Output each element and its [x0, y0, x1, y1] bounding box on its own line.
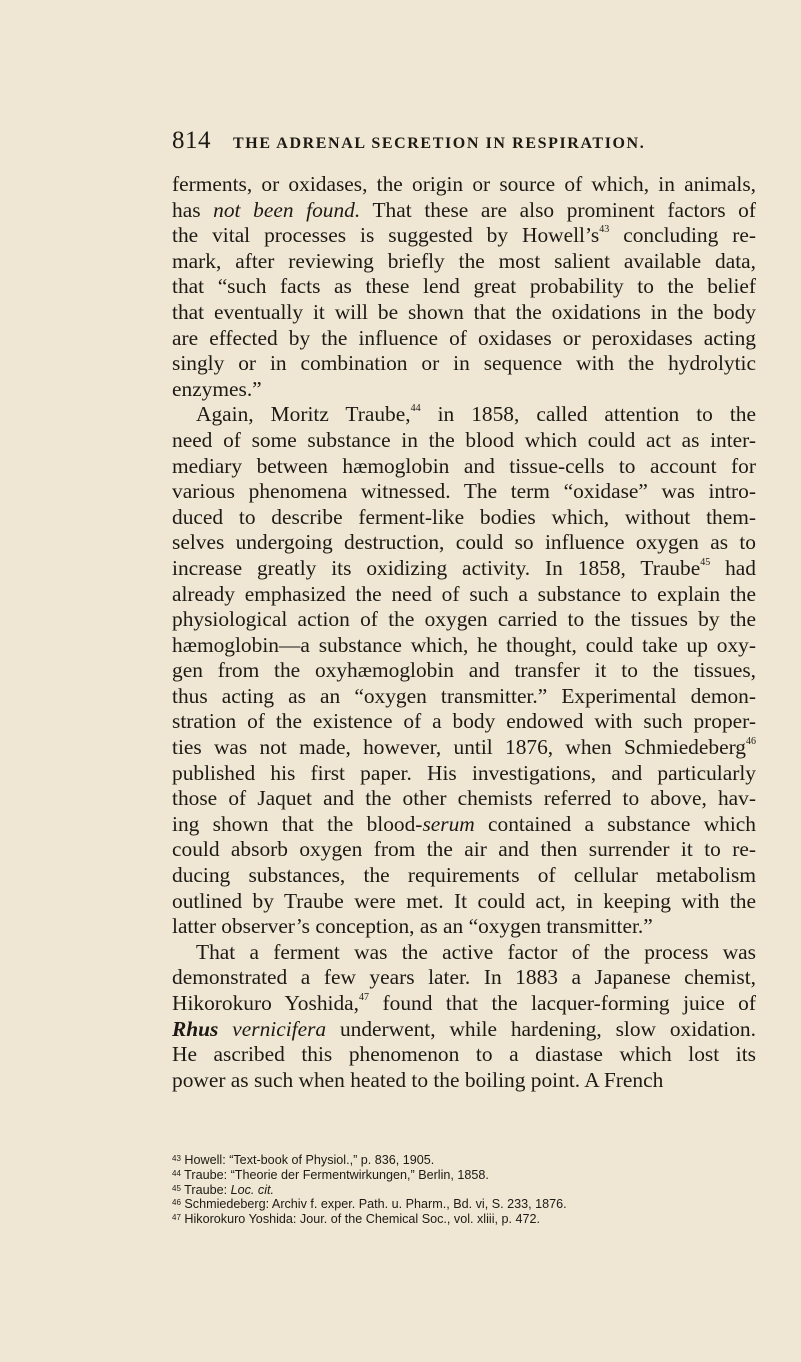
footnote-number: 47 [172, 1213, 181, 1223]
text-line: the vital processes is suggested by $Howell’s^{43}$ concluding re- [172, 223, 756, 248]
text-line: ducing substances, the requirements of cellular metabolism [172, 863, 756, 888]
text-line: demonstrated a few years later. In 1883 a Japanese chemist, [172, 965, 756, 990]
page-header [172, 127, 772, 161]
text-line: increase greatly its oxidizing activity. In 1858, Traube$^{45}$ had [172, 555, 756, 580]
text-line: selves undergoing destruction, could so influence oxygen as to [172, 530, 756, 555]
paragraph [172, 402, 756, 939]
text-line: published his first paper. His investigations, and particularly [172, 760, 756, 785]
footnote-number: 46 [172, 1198, 181, 1208]
footnote: $^{47}$ Hikorokuro Yoshida: Jour. of the Chemical Soc., vol. xliii, p. 472. [172, 1212, 541, 1227]
text-line: ties was not made, however, until 1876, when Schmiedeberg$^{46}$ [172, 735, 756, 760]
text-line: already emphasized the need of such a substance to explain the [172, 581, 756, 606]
italic-text: Loc. cit. [230, 1182, 275, 1197]
text-line: hæmoglobin—a substance which, he thought, could take up oxy- [172, 632, 756, 657]
text-line: Again, Moritz Traube,$^{44}$ in 1858, called attention to the [196, 402, 756, 427]
text-line: ferments, or oxidases, the origin or source of which, in animals, [172, 172, 756, 196]
footnotes [172, 1153, 756, 1227]
text-line: various phenomena witnessed. The term “oxidase” was intro- [172, 479, 756, 504]
text-line: Hikorokuro Yoshida,$^{47}$ found that the lacquer-forming juice of [172, 991, 756, 1015]
footnote-number: 43 [172, 1154, 181, 1163]
text-line: duced to describe ferment-like bodies which, without them- [172, 504, 756, 529]
text-line: He ascribed this phenomenon to a diastase which lost its [172, 1042, 756, 1067]
text-line: That a ferment was the active factor of the process was [196, 939, 756, 964]
footnote-number: 44 [172, 1168, 181, 1178]
text-line: power as such when heated to the boiling point. A French [172, 1067, 664, 1092]
text-line: thus acting as an “oxygen transmitter.” Experimental demon- [172, 683, 756, 708]
paragraph [172, 940, 756, 1094]
text-line: mediary between hæmoglobin and tissue-cells to account for [172, 453, 756, 478]
text-line: ing shown that the blood-serum contained a substance which [172, 811, 756, 836]
text-line: singly or in combination or in sequence with the hydrolytic [172, 351, 756, 376]
text-line: that eventually it will be shown that the oxidations in the body [172, 299, 756, 324]
text-line: latter observer’s conception, as an “oxygen transmitter.” [172, 914, 653, 939]
text-line: could absorb oxygen from the air and then surrender it to re- [172, 837, 756, 862]
text-line: outlined by Traube were met. It could act, in keeping with the [172, 888, 756, 913]
text-line: enzymes.” [172, 376, 262, 401]
text-line: mark, after reviewing briefly the most salient available data, [172, 248, 756, 273]
text-line: has not been found. That these are also prominent factors of [172, 197, 756, 222]
page-number: 814 [172, 127, 211, 154]
footnote-ref: 45 [700, 556, 711, 568]
footnote: $^{43}$ Howell: “Text-book of Physiol.,” p. 836, 1905. [172, 1153, 435, 1167]
bold-italic-text: Rhus [172, 1016, 219, 1041]
running-head: THE ADRENAL SECRETION IN RESPIRATION. [233, 135, 646, 152]
footnote-ref: 43 [599, 224, 610, 236]
text-line: those of Jaquet and the other chemists referred to above, hav- [172, 786, 756, 811]
text-line: physiological action of the oxygen carried to the tissues by the [172, 607, 756, 632]
text-line: are effected by the influence of oxidases or peroxidases acting [172, 325, 756, 350]
text-line: that “such facts as these lend great probability to the belief [172, 274, 756, 299]
paragraph [172, 172, 756, 402]
footnote: $^{44}$ Traube: “Theorie der Fermentwirkungen,” Berlin, 1858. [172, 1167, 489, 1182]
italic-text: serum [422, 811, 475, 836]
footnote-ref: 47 [359, 992, 370, 1003]
text-line: gen from the oxyhæmoglobin and transfer it to the tissues, [172, 658, 756, 683]
text-line: need of some substance in the blood which could act as inter- [172, 427, 756, 452]
footnote-ref: 46 [746, 736, 756, 748]
footnote-number: 45 [172, 1183, 181, 1193]
footnote: $^{46}$ Schmiedeberg: Archiv f. exper. Path. u. Pharm., Bd. vi, S. 233, 1876. [172, 1197, 567, 1212]
text-line: Rhus vernicifera underwent, while hardening, slow oxidation. [172, 1016, 756, 1041]
italic-text: not been found. [213, 197, 361, 222]
footnote: $^{45}$ Traube: Loc. cit. [172, 1182, 275, 1197]
body-text [172, 172, 756, 1093]
text-line: stration of the existence of a body endowed with such proper- [172, 709, 756, 734]
italic-text: vernicifera [232, 1016, 327, 1041]
footnote-ref: 44 [410, 403, 421, 415]
